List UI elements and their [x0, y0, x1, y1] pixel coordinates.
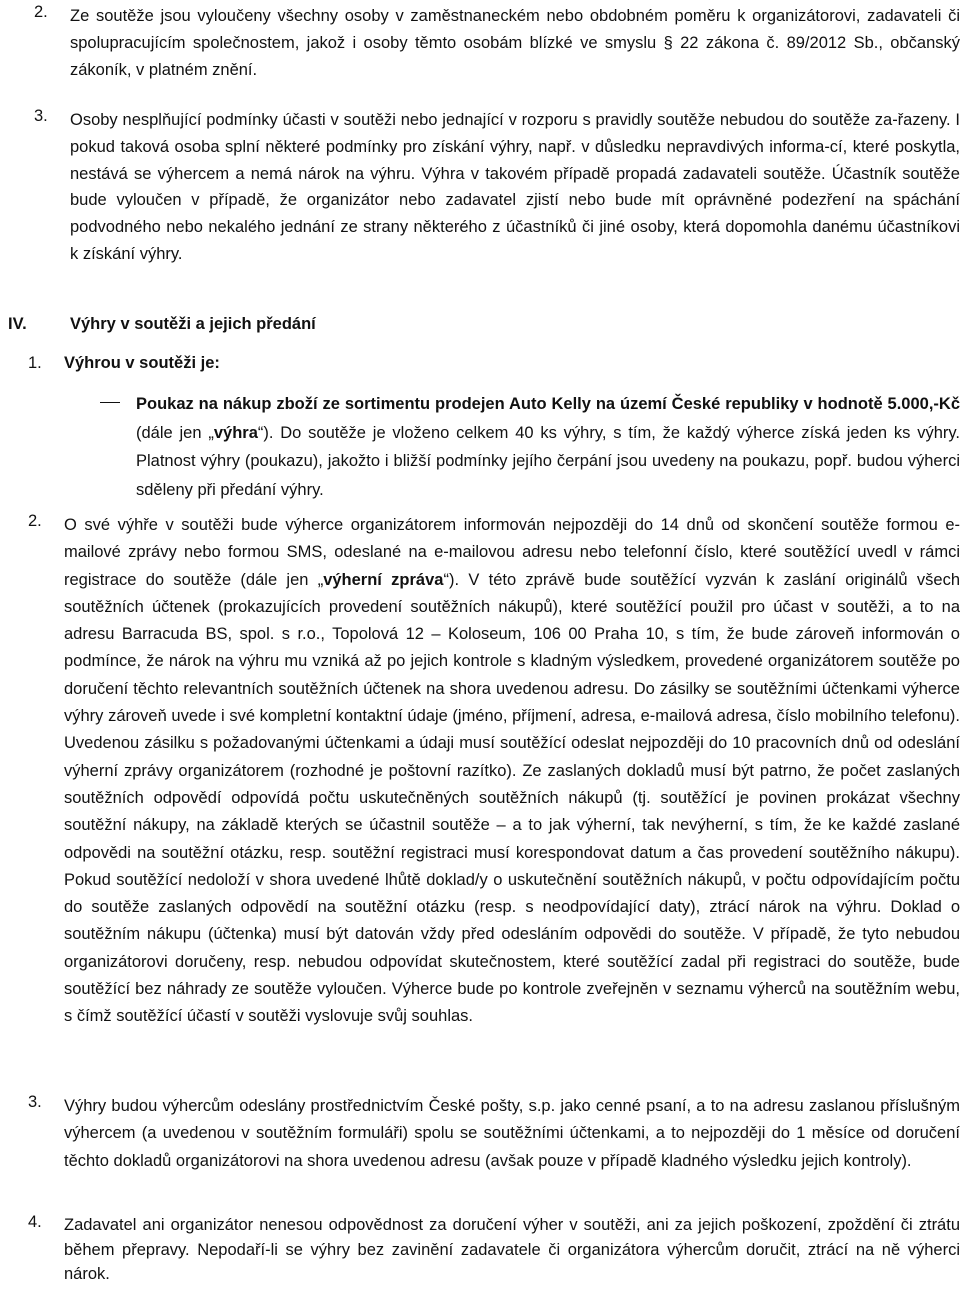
prize-text-fragment: (dále jen „: [136, 423, 214, 442]
prize-text-rest: “). Do soutěže je vloženo celkem 40 ks výhry, s tím, že každý výherce získá jeden ks výhry. Platnost výhry (poukazu), jakožto i bližší podmínky jejího čerpání jsou uvedeny na poukazu, popř. budou výherci sděleny při předání výhry.: [136, 423, 960, 499]
list-number: 1.: [28, 354, 42, 372]
prize-heading-text: Výhrou v soutěži je:: [64, 354, 220, 372]
prize-description: [136, 390, 960, 504]
paragraph-text: Ze soutěže jsou vyloučeny všechny osoby v zaměstnaneckém nebo obdobném poměru k organizátorovi, zadavateli či spolupracujícím společnostem, jakož i osoby těmto osobám blízké ve smyslu § 22 zákona č. 89/2012 Sb., občanský zákoník, v platném znění.: [70, 7, 960, 79]
paragraph-text-part: “). V této zprávě bude soutěžící vyzván k zaslání originálů všech soutěžních účtenek (prokazujících provedení soutěžních nákupů), které soutěžící použil pro účast v soutěži, a to na adresu Barracuda BS, spol. s r.o., Topolová 12 – Koloseum, 106 00 Praha 10, s tím, že bude zároveň informován o podmínce, že nárok na výhru mu vzniká až po jejich kontrole s kladným výsledkem, provedené organizátorem soutěže po doručení těchto relevantních soutěžních účtenek na shora uvedenou adresu. Do zásilky se soutěžními účtenkami výherce výhry zároveň uvede i své kompletní kontaktní údaje (jméno, příjmení, adresa, e-mailová adresa, číslo mobilního telefonu). Uvedenou zásilku s požadovanými účtenkami a údaji musí soutěžící odeslat nejpozději do 10 pracovních dnů od odeslání výherní zprávy organizátorem (rozhodné je poštovní razítko). Ze zaslaných dokladů musí být patrno, že počet zaslaných soutěžních odpovědí odpovídá počtu uskutečněných soutěžních nákupů (tj. soutěžící je povinen prokázat všechny soutěžní nákupy, na základě kterých se účastnil soutěže – a to jak výherní, tak nevýherní, s tím, že ke každé zaslané odpovědi na soutěžní otázku, resp. soutěžní registraci musí korespondovat datum a čas provedení soutěžního nákupu). Pokud soutěžící nedoloží v shora uvedené lhůtě doklad/y o uskutečnění soutěžních nákupů, v počtu odpovídajícím počtu do soutěže zaslaných odpovědí na soutěžní otázku (resp. s neodpovídající daty), ztrácí nárok na výhru. Doklad o soutěžním nákupu (účtenka) musí být datován vždy před odesláním odpovědi do soutěže. V případě, že tyto nebudou organizátorovi doručeny, resp. nebudou odpovídat skutečnostem, které soutěžící zadal při registraci do soutěže, bude soutěžící bez náhrady ze soutěže vyloučen. Výherce bude po kontrole zveřejněn v seznamu výherců na soutěžním webu, s čímž soutěžící účastí v soutěži vyslovuje svůj souhlas.: [64, 570, 960, 1026]
section-number: IV.: [8, 315, 27, 333]
paragraph-text: [64, 512, 960, 1031]
prize-name: Poukaz na nákup zboží ze sortimentu prodejen Auto Kelly na území České republiky v hodnotě 5.000,-Kč: [136, 395, 960, 413]
list-number: 2.: [34, 3, 48, 21]
list-number: 4.: [28, 1213, 42, 1231]
paragraph-text: Zadavatel ani organizátor nenesou odpovědnost za doručení výher v soutěži, ani za jejich poškození, zpoždění či ztrátu během přepravy. Nepodaří-li se výhry bez zavinění zadavatele či organizátora výhercům doručit, ztrácí na ně výherci nárok.: [64, 1216, 960, 1283]
section-title: Výhry v soutěži a jejich předání: [70, 315, 316, 333]
prize-term: výhra: [213, 423, 258, 442]
paragraph-text: Výhry budou výhercům odeslány prostřednictvím České pošty, s.p. jako cenné psaní, a to na adresu zaslanou příslušným výhercem (a uvedenou v soutěžním formuláři) spolu se soutěžními účtenkami, a to nejpozději do 1 měsíce od doručení těchto dokladů organizátorovi na shora uvedenou adresu (avšak pouze v případě kladného výsledku jejich kontroly).: [64, 1097, 960, 1170]
list-number: 3.: [34, 107, 48, 125]
paragraph-text: Osoby nesplňující podmínky účasti v soutěži nebo jednající v rozporu s pravidly soutěže nebudou do soutěže za-řazeny. I pokud taková osoba splní některé podmínky pro získání výhry, např. v důsledku nepravdivých informa-cí, které poskytla, nestává se výhercem a nemá nárok na výhru. Výhra v takovém případě propadá zadavateli soutěže. Účastník soutěže bude vyloučen v případě, že organizátor nebo zadavatel zjistí nebo bude mít oprávněné podezření na spáchání podvodného nebo nekalého jednání ze strany některého z účastníků či jiné osoby, která dopomohla danému účastníkovi k získání výhry.: [70, 111, 960, 263]
winning-message-term: výherní zpráva: [323, 570, 444, 589]
list-number: 2.: [28, 512, 42, 530]
list-number: 3.: [28, 1093, 42, 1111]
dash-bullet-icon: [100, 402, 120, 403]
paragraph-text-part: O své výhře v soutěži bude výherce organizátorem informován nejpozději do 14 dnů od skončení soutěže formou e-mailové zprávy nebo formou SMS, odeslané na e-mailovou adresu nebo telefonní číslo, které soutěžící uvedl v rámci registrace do soutěže (dále jen „: [64, 516, 960, 589]
